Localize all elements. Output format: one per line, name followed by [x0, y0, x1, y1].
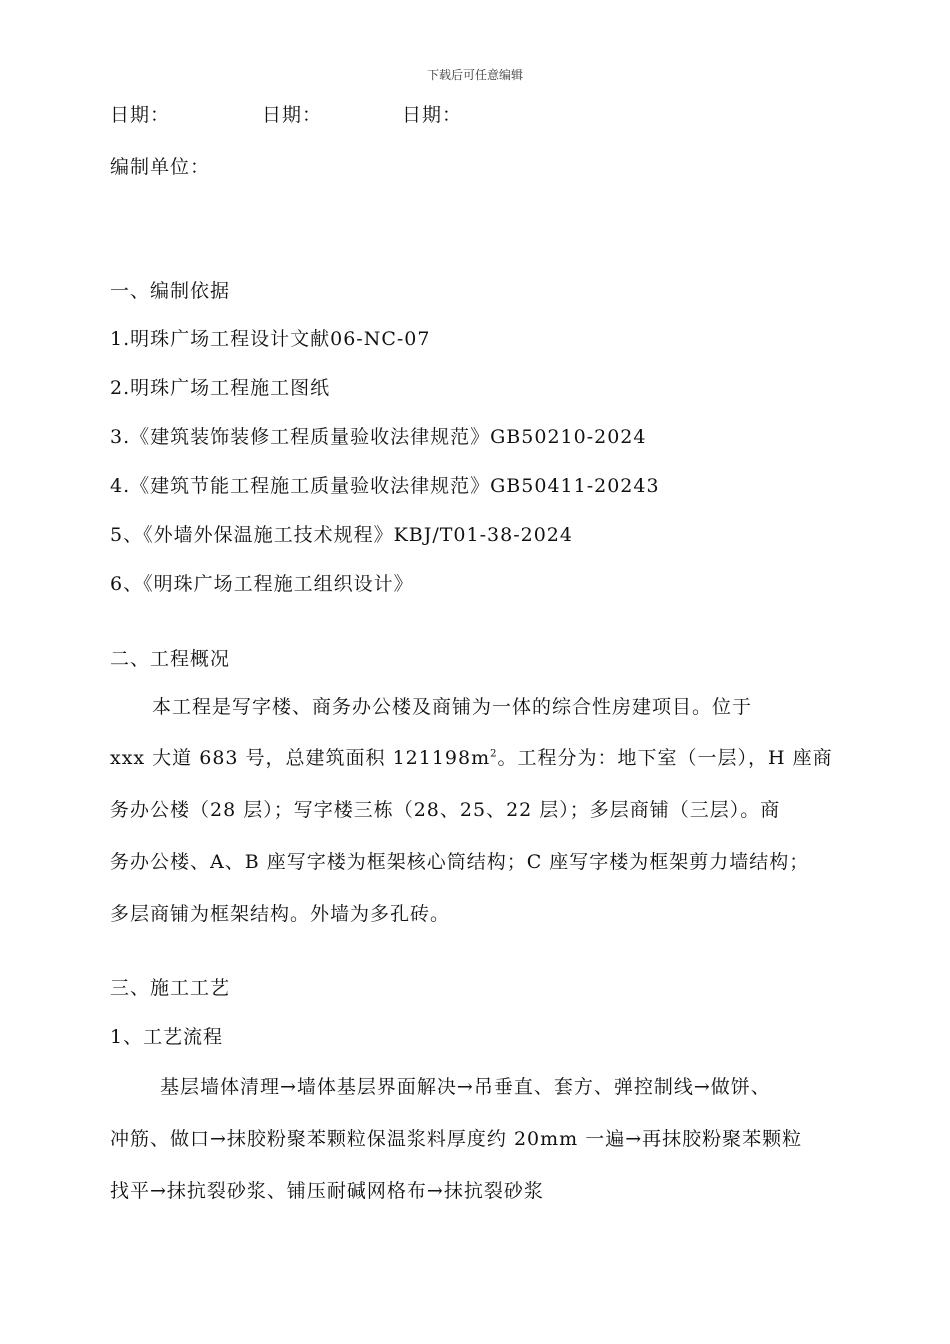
header-note: 下载后可任意编辑: [426, 68, 523, 82]
section2-title: 二、工程概况: [110, 648, 231, 670]
overview-line-4: 务办公楼、A、B 座写字楼为框架核心筒结构；C 座写字楼为框架剪力墙结构；: [110, 851, 810, 873]
process-line-2: 冲筋、做口→抹胶粉聚苯颗粒保温浆料厚度约 20mm 一遍→再抹胶粉聚苯颗粒: [110, 1128, 803, 1150]
basis-item-6: 6、《明珠广场工程施工组织设计》: [110, 573, 414, 595]
process-line-3: 找平→抹抗裂砂浆、铺压耐碱网格布→抹抗裂砂浆: [110, 1180, 544, 1202]
basis-item-1: 1.明珠广场工程设计文献06-NC-07: [110, 328, 431, 350]
overview-line-2a: xxx 大道 683 号，总建筑面积 121198m: [110, 747, 491, 769]
overview-line-3: 务办公楼（28 层）；写字楼三栋（28、25、22 层）；多层商铺（三层）。商: [110, 799, 781, 821]
basis-item-4: 4.《建筑节能工程施工质量验收法律规范》GB50411-20243: [110, 475, 660, 497]
section1-title: 一、编制依据: [110, 280, 231, 302]
basis-item-3: 3.《建筑装饰装修工程质量验收法律规范》GB50210-2024: [110, 426, 647, 448]
basis-item-5: 5、《外墙外保温施工技术规程》KBJ/T01-38-2024: [110, 524, 573, 546]
date-label-3: 日期：: [402, 104, 463, 126]
date-label-1: 日期：: [110, 104, 171, 126]
overview-line-5: 多层商铺为框架结构。外墙为多孔砖。: [110, 903, 451, 925]
overview-line-2: [110, 743, 833, 770]
overview-line-1: 本工程是写字楼、商务办公楼及商铺为一体的综合性房建项目。位于: [152, 696, 753, 718]
overview-line-2b: 。工程分为：地下室（一层），H 座商: [497, 747, 833, 769]
section3-title: 三、施工工艺: [110, 977, 231, 999]
basis-item-2: 2.明珠广场工程施工图纸: [110, 377, 331, 399]
section3-subtitle: 1、工艺流程: [110, 1026, 224, 1048]
unit-label: 编制单位：: [110, 156, 211, 178]
superscript-2: 2: [490, 748, 498, 760]
date-label-2: 日期：: [262, 104, 323, 126]
process-line-1: 基层墙体清理→墙体基层界面解决→吊垂直、套方、弹控制线→做饼、: [160, 1076, 771, 1098]
